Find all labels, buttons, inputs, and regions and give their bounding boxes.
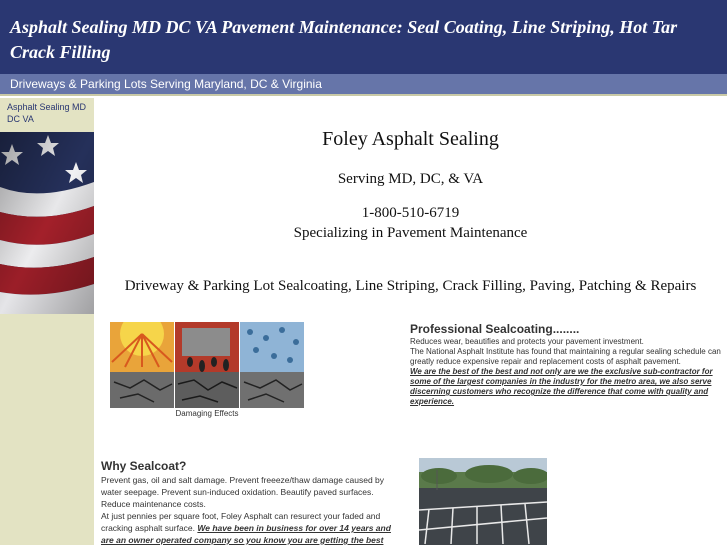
- american-flag-image: [0, 132, 94, 314]
- site-header: [0, 0, 727, 74]
- image-caption: Damaging Effects: [175, 409, 239, 418]
- why-heading: Why Sealcoat?: [101, 459, 187, 473]
- professional-paragraph-1: Reduces wear, beautifies and protects your pavement investment.: [410, 337, 644, 346]
- professional-heading: Professional Sealcoating........: [410, 322, 580, 336]
- phone-number: 1-800-510-6719: [361, 205, 460, 221]
- main-content: [94, 98, 727, 545]
- sidebar: [0, 98, 94, 545]
- flag-graphic: [0, 132, 94, 314]
- parking-lot-graphic: [419, 458, 547, 545]
- tagline-bar: [0, 74, 727, 96]
- why-paragraph-2: [101, 510, 404, 545]
- tagline: Driveways & Parking Lots Serving Maryland, DC & Virginia: [10, 77, 322, 91]
- why-sealcoat-section: [101, 460, 404, 545]
- site-title: Asphalt Sealing MD DC VA Pavement Maintenance: Seal Coating, Line Striping, Hot Tar Crack Filling: [10, 17, 678, 62]
- damaging-effects-graphic: [110, 322, 304, 408]
- service-area: Serving MD, DC, & VA: [337, 171, 484, 187]
- why-paragraph-2-emphasis: We have been in business for over 14 years and are an owner operated company so you know you are getting the best: [101, 523, 391, 545]
- services-list: Driveway & Parking Lot Sealcoating, Line Striping, Crack Filling, Paving, Patching & Repairs: [124, 278, 697, 294]
- parking-lot-photo: [419, 458, 547, 545]
- company-name: Foley Asphalt Sealing: [322, 128, 499, 150]
- specialty: Specializing in Pavement Maintenance: [293, 225, 528, 241]
- sidebar-link-home[interactable]: Asphalt Sealing MD DC VA: [7, 102, 87, 124]
- professional-sealcoating-section: [410, 324, 722, 407]
- damaging-effects-image: [110, 322, 304, 408]
- why-paragraph-2-text: At just pennies per square foot, Foley Asphalt can resurect your faded and cracking asphalt surface.: [101, 511, 381, 533]
- why-paragraph-1: Prevent gas, oil and salt damage. Prevent freeeze/thaw damage caused by water seepage. Prevent sun-induced oxidation. Beautify paved surfaces. Reduce maintenance costs.: [101, 475, 385, 509]
- professional-paragraph-2: The National Asphalt Institute has found that maintaining a regular sealing schedule can greatly reduce expensive repair and replacement costs of asphalt pavement.: [410, 347, 721, 366]
- professional-paragraph-3: We are the best of the best and not only are we the exclusive sub-contractor for some of the largest companies in the industry for the metro area, we also serve discerning customers who recognize the difference that come with quality and experience.: [410, 367, 713, 406]
